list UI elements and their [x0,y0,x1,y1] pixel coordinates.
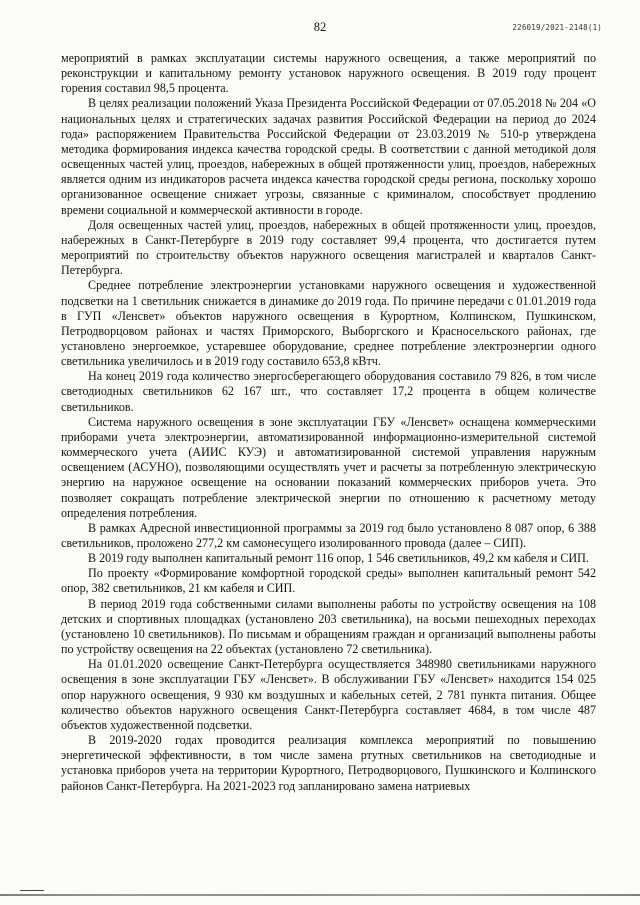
paragraph: В период 2019 года собственными силами выполнены работы по устройству освещения на 108 детских и спортивных площадках (установлено 203 светильника), на восьми пешеходных переходах (установлено 10 светильников). По письмам и обращениям граждан и организаций выполнены работы по устройству освещения на 22 объектах (установлено 72 светильника). [61,596,596,657]
paragraph-continuation: мероприятий в рамках эксплуатации системы наружного освещения, а также мероприятий по реконструкции и капитальному ремонту установок наружного освещения. В 2019 году процент горения составил 98,5 процента. [61,51,596,96]
paragraph: Доля освещенных частей улиц, проездов, набережных в общей протяженности улиц, проездов, набережных в Санкт-Петербурге в 2019 году составляет 99,4 процента, что достигается путем мероприятий по строительству объектов наружного освещения магистралей и кварталов Санкт-Петербурга. [61,217,596,278]
scan-mark [20,890,44,891]
paragraph: В рамках Адресной инвестиционной программы за 2019 год было установлено 8 087 опор, 6 388 светильников, проложено 277,2 км самонесущего изолированного провода (далее – СИП). [61,520,596,550]
paragraph: Среднее потребление электроэнергии установками наружного освещения и художественной подсветки на 1 светильник снижается в динамике до 2019 года. По причине передачи с 01.01.2019 года в ГУП «Ленсвет» объектов наружного освещения в Курортном, Колпинском, Пушкинском, Петродворцовом районах и частях Приморского, Выборгского и Красносельского районах, где установлено энергоемкое, устаревшее оборудование, среднее потребление электроэнергии одного светильника увеличилось и в 2019 году составило 653,8 кВтч. [61,278,596,369]
paragraph: В 2019-2020 годах проводится реализация комплекса мероприятий по повышению энергетической эффективности, в том числе замена ртутных светильников на светодиодные и установка приборов учета на территории Курортного, Петродворцового, Пушкинского и Колпинского районов Санкт-Петербурга. На 2021-2023 год запланировано замена натриевых [61,733,596,793]
body-text [61,51,596,794]
paragraph: На 01.01.2020 освещение Санкт-Петербурга осуществляется 348980 светильниками наружного освещения в зоне эксплуатации ГБУ «Ленсвет». В обслуживании ГБУ «Ленсвет» находится 154 025 опор наружного освещения, 9 930 км воздушных и кабельных сетей, 2 781 пункта питания. Общее количество объектов наружного освещения Санкт-Петербурга составляет 4684, в том числе 487 объектов художественной подсветки. [61,657,596,732]
document-id: 226019/2021-2148(1) [512,23,602,32]
page-number: 82 [313,20,327,34]
paragraph: В целях реализации положений Указа Президента Российской Федерации от 07.05.2018 № 204 «О национальных целях и стратегических задачах развития Российской Федерации на период до 2024 года» распоряжением Правительства Российской Федерации от 23.03.2019 № 510-р утверждена методика формирования индекса качества городской среды. В соответствии с данной методикой доля освещенных частей улиц, проездов, набережных в общей протяженности улиц, проездов, набережных является одним из индикаторов расчета индекса качества городской среды региона, поскольку хорошо организованное освещение снижает угрозы, связанные с криминалом, способствует продлению времени социальной и коммерческой активности в городе. [61,96,596,217]
paragraph: По проекту «Формирование комфортной городской среды» выполнен капитальный ремонт 542 опор, 382 светильников, 21 км кабеля и СИП. [61,566,596,596]
scan-edge-line [0,894,640,896]
paragraph: В 2019 году выполнен капитальный ремонт 116 опор, 1 546 светильников, 49,2 км кабеля и СИП. [88,551,589,566]
paragraph: Система наружного освещения в зоне эксплуатации ГБУ «Ленсвет» оснащена коммерческими приборами учета электроэнергии, автоматизированной информационно-измерительной системой коммерческого учета (АИИС КУЭ) и автоматизированной системой управления наружным освещением (АСУНО), позволяющими осуществлять учет и расчеты за потребленную электрическую энергию на наружное освещение на основании показаний коммерческих приборов учета. Это позволяет сокращать потребление электрической энергии по отношению к расчетному методу определения потребления. [61,414,596,520]
paragraph: На конец 2019 года количество энергосберегающего оборудования составило 79 826, в том числе светодиодных светильников 62 167 шт., что составляет 17,2 процента в общем количестве светильников. [61,369,596,414]
